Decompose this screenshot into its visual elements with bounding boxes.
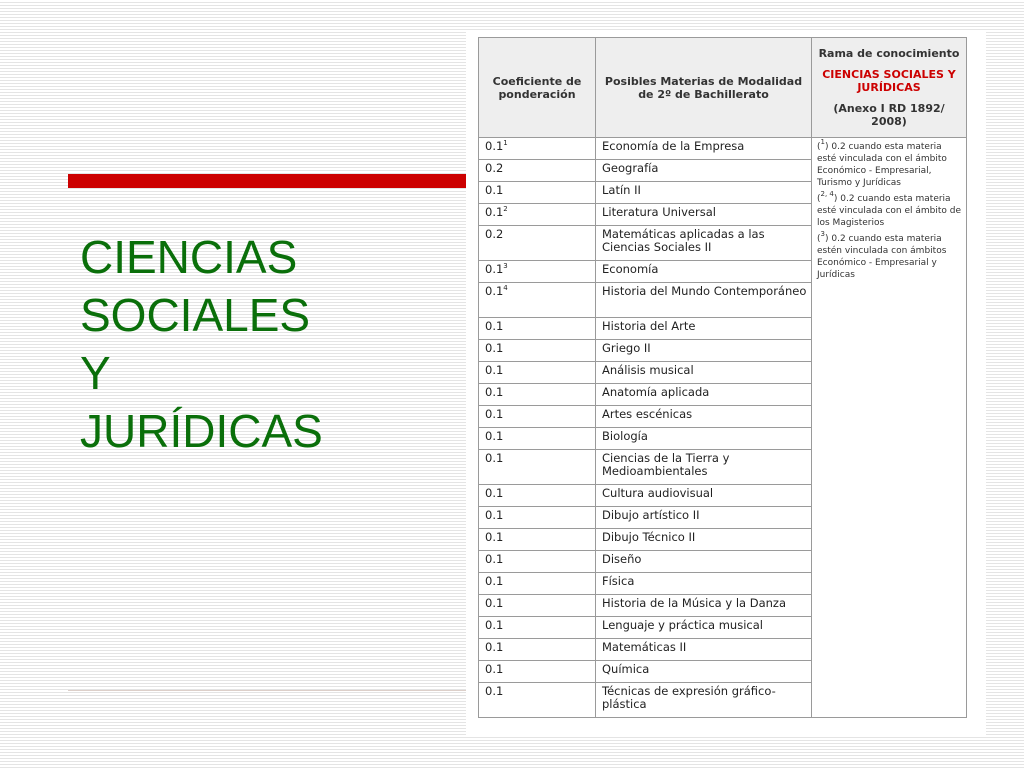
coefficient-value: 0.1 — [485, 341, 504, 355]
coefficient-value: 0.1 — [485, 262, 504, 276]
subject-cell: Artes escénicas — [596, 406, 812, 428]
subject-cell: Historia del Arte — [596, 318, 812, 340]
notes-cell — [812, 138, 967, 718]
footnote-number: 3 — [820, 230, 825, 238]
subject-cell: Física — [596, 573, 812, 595]
red-accent-bar — [68, 174, 468, 188]
footnote-text: 0.2 cuando esta materia esté vinculada con el ámbito de los Magisterios — [817, 194, 961, 228]
subject-cell: Economía — [596, 261, 812, 283]
coefficient-cell — [479, 182, 596, 204]
footnote-number: 2, 4 — [820, 190, 834, 198]
table-body — [479, 138, 967, 718]
title-line: Y — [80, 347, 111, 399]
branch-name: CIENCIAS SOCIALES Y JURÍDICAS — [822, 67, 956, 94]
coefficient-value: 0.1 — [485, 684, 504, 698]
coefficient-cell — [479, 485, 596, 507]
subject-cell: Historia de la Música y la Danza — [596, 595, 812, 617]
subject-cell: Economía de la Empresa — [596, 138, 812, 160]
subject-cell: Latín II — [596, 182, 812, 204]
coefficient-value: 0.1 — [485, 385, 504, 399]
subject-cell: Historia del Mundo Contemporáneo — [596, 283, 812, 318]
subject-cell: Griego II — [596, 340, 812, 362]
coefficient-value: 0.1 — [485, 205, 504, 219]
footnote: ($^1$) 0.2 cuando esta materia esté vinculada con el ámbito Económico - Empresarial, Turismo y Jurídicas — [817, 138, 947, 188]
coefficient-value: 0.2 — [485, 227, 504, 241]
subject-cell: Literatura Universal — [596, 204, 812, 226]
coefficient-value: 0.1 — [485, 429, 504, 443]
coefficient-cell — [479, 384, 596, 406]
header-branch — [812, 38, 967, 138]
coefficient-value: 0.1 — [485, 363, 504, 377]
coefficient-cell — [479, 204, 596, 226]
coefficient-value: 0.1 — [485, 486, 504, 500]
branch-title: Rama de conocimiento — [818, 46, 960, 60]
coefficient-cell — [479, 362, 596, 384]
coefficient-cell — [479, 617, 596, 639]
footnote-text: 0.2 cuando esta materia esté vinculada con el ámbito Económico - Empresarial, Turismo y Jurídicas — [817, 142, 947, 188]
subject-cell: Diseño — [596, 551, 812, 573]
coefficient-value: 0.1 — [485, 284, 504, 298]
title-line: CIENCIAS — [80, 231, 298, 283]
header-coefficient: Coeficiente de ponderación — [479, 38, 596, 138]
subject-cell: Geografía — [596, 160, 812, 182]
footnote-ref: 1 — [503, 139, 508, 147]
subject-cell: Química — [596, 661, 812, 683]
coefficient-cell — [479, 529, 596, 551]
footnote-text: 0.2 cuando esta materia estén vinculada con ámbitos Económico - Empresarial y Jurídicas — [817, 234, 947, 280]
subject-cell: Biología — [596, 428, 812, 450]
coefficient-value: 0.1 — [485, 640, 504, 654]
table-row — [479, 138, 967, 160]
title-line: JURÍDICAS — [80, 405, 323, 457]
coefficient-cell — [479, 450, 596, 485]
coefficient-cell — [479, 340, 596, 362]
subject-cell: Cultura audiovisual — [596, 485, 812, 507]
coefficient-value: 0.1 — [485, 508, 504, 522]
coefficient-cell — [479, 551, 596, 573]
subject-cell: Análisis musical — [596, 362, 812, 384]
footnote-ref: 2 — [503, 205, 508, 213]
slide-title — [80, 228, 323, 460]
branch-annex: (Anexo I RD 1892/ 2008) — [833, 101, 945, 128]
footnote: ($^{2, 4}$) 0.2 cuando esta materia esté vinculada con el ámbito de los Magisterios — [817, 190, 961, 228]
coefficient-value: 0.2 — [485, 161, 504, 175]
subject-cell: Dibujo artístico II — [596, 507, 812, 529]
coefficient-value: 0.1 — [485, 662, 504, 676]
weighting-table — [478, 37, 967, 718]
coefficient-cell — [479, 639, 596, 661]
coefficient-cell — [479, 138, 596, 160]
coefficient-cell — [479, 573, 596, 595]
subject-cell: Dibujo Técnico II — [596, 529, 812, 551]
coefficient-cell — [479, 406, 596, 428]
coefficient-cell — [479, 507, 596, 529]
subject-cell: Lenguaje y práctica musical — [596, 617, 812, 639]
coefficient-cell — [479, 595, 596, 617]
coefficient-value: 0.1 — [485, 407, 504, 421]
footnote-number: 1 — [820, 138, 825, 146]
coefficient-cell — [479, 428, 596, 450]
coefficient-cell — [479, 318, 596, 340]
coefficient-value: 0.1 — [485, 319, 504, 333]
coefficient-cell — [479, 661, 596, 683]
coefficient-cell — [479, 226, 596, 261]
coefficient-value: 0.1 — [485, 574, 504, 588]
coefficient-value: 0.1 — [485, 183, 504, 197]
subject-cell: Matemáticas aplicadas a las Ciencias Sociales II — [596, 226, 812, 261]
footer-divider — [68, 690, 468, 691]
footnote: ($^3$) 0.2 cuando esta materia estén vinculada con ámbitos Económico - Empresarial y Jurídicas — [817, 230, 947, 280]
coefficient-value: 0.1 — [485, 530, 504, 544]
subject-cell: Anatomía aplicada — [596, 384, 812, 406]
coefficient-value: 0.1 — [485, 451, 504, 465]
subject-cell: Matemáticas II — [596, 639, 812, 661]
coefficient-value: 0.1 — [485, 596, 504, 610]
subject-cell: Ciencias de la Tierra y Medioambientales — [596, 450, 812, 485]
title-line: SOCIALES — [80, 289, 311, 341]
coefficient-value: 0.1 — [485, 552, 504, 566]
coefficient-cell — [479, 261, 596, 283]
coefficient-cell — [479, 160, 596, 182]
subject-cell: Técnicas de expresión gráfico-plástica — [596, 683, 812, 718]
coefficient-value: 0.1 — [485, 139, 504, 153]
footnote-ref: 3 — [503, 262, 508, 270]
coefficient-cell — [479, 283, 596, 318]
coefficient-cell — [479, 683, 596, 718]
footnote-ref: 4 — [503, 284, 508, 292]
header-subjects: Posibles Materias de Modalidad de 2º de Bachillerato — [596, 38, 812, 138]
coefficient-value: 0.1 — [485, 618, 504, 632]
